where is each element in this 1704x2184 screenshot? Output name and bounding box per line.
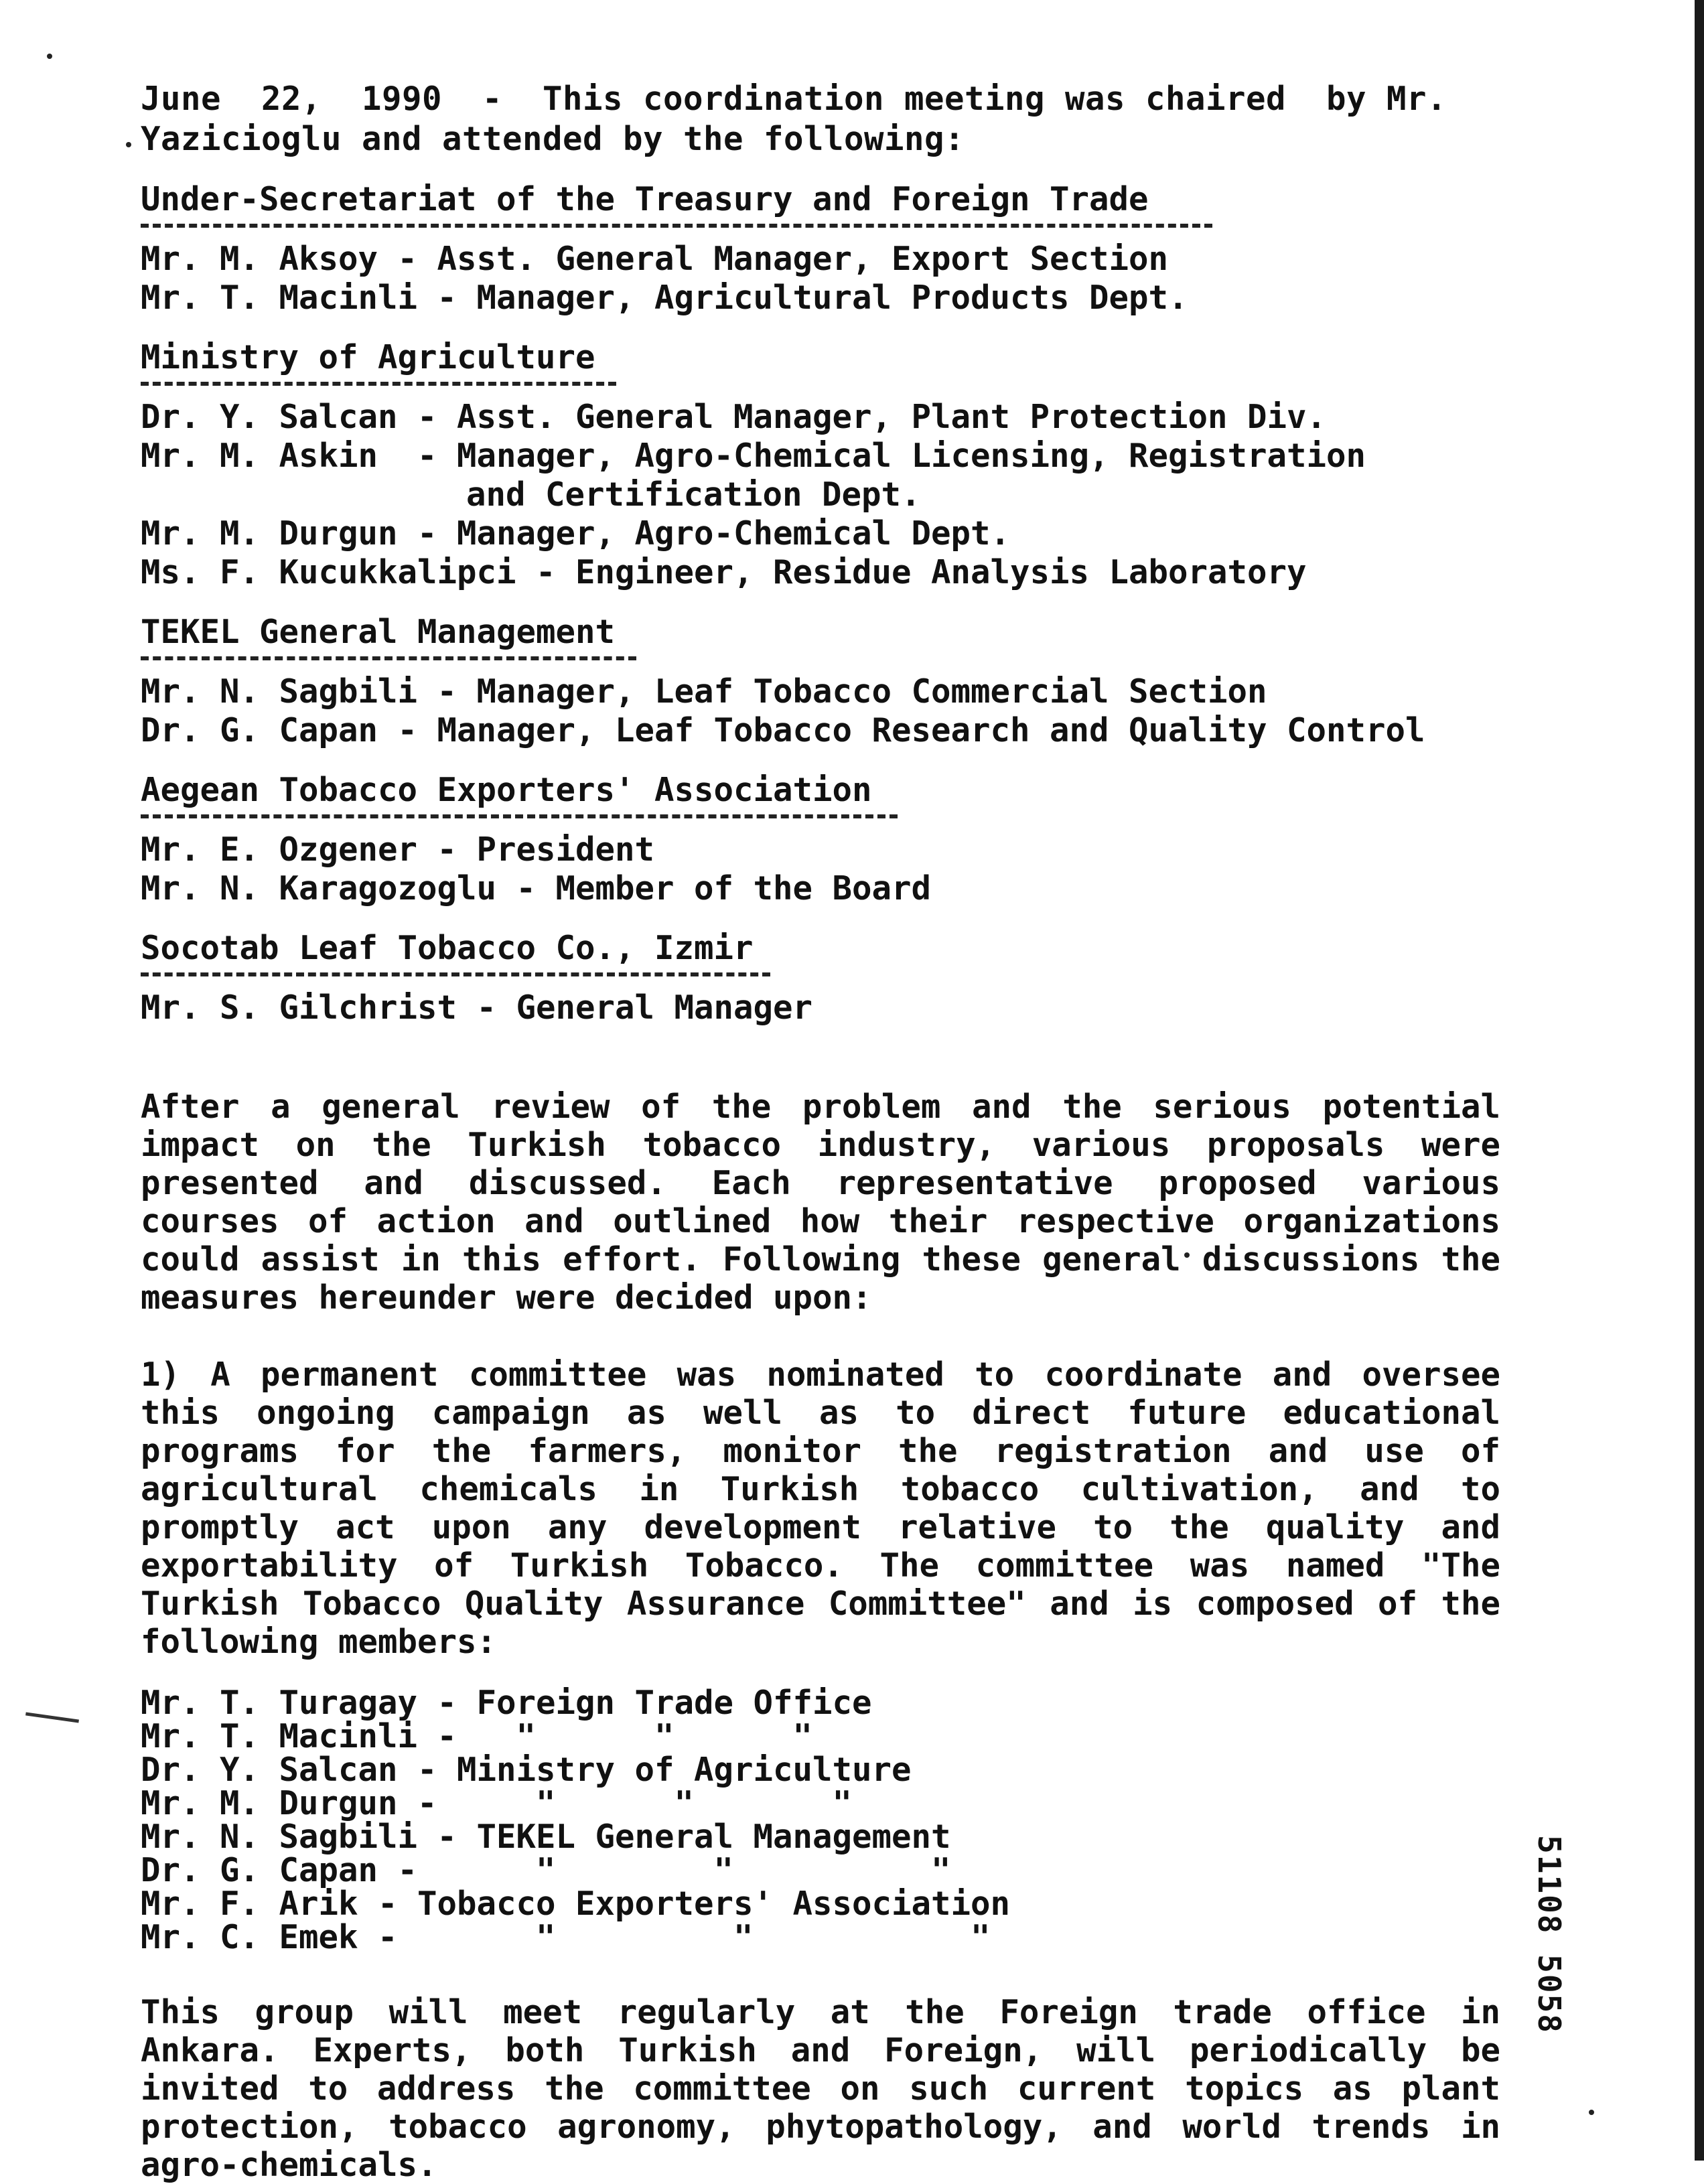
committee-member: Dr. Y. Salcan - Ministry of Agriculture (141, 1751, 912, 1789)
attendee-line: Mr. N. Karagozoglu - Member of the Board (141, 869, 932, 907)
scan-edge (1695, 0, 1704, 2161)
measure-1-paragraph: 1) A permanent committee was nominated to coordinate and oversee this ongoing campaign as well as to direct future educational programs for the farmers, monitor the registration and use of agricultural chemicals in Turkish tobacco cultivation, and to promptly act upon any development relative to the quality and exportability of Turkish Tobacco. The committee was named "The Turkish Tobacco Quality Assurance Committee" and is composed of the following members: (141, 1356, 1500, 1661)
dashed-underline (141, 814, 898, 818)
committee-member: Mr. T. Turagay - Foreign Trade Office (141, 1684, 872, 1722)
section-heading: TEKEL General Management (141, 613, 616, 651)
dashed-underline (141, 224, 1212, 228)
attendee-sections (141, 179, 1500, 1027)
committee-member: Dr. G. Capan - " " " (141, 1851, 951, 1889)
attendee-line: Mr. S. Gilchrist - General Manager (141, 989, 813, 1027)
scan-speck (126, 142, 131, 147)
document-number: 51108 5058 (1531, 1835, 1567, 2034)
committee-member: Mr. N. Sagbili - TEKEL General Management (141, 1818, 951, 1856)
attendee-line: Mr. E. Ozgener - President (141, 830, 655, 869)
attendee-line: Mr. M. Askin - Manager, Agro-Chemical Licensing, Registration (141, 437, 1366, 475)
review-paragraph: After a general review of the problem and the serious potential impact on the Turkish tobacco industry, various proposals were presented and discussed. Each representative proposed various courses of action and outlined how their respective organizations could assist in this effort. Following these general discussions the measures hereunder were decided upon: (141, 1088, 1500, 1317)
document-body (141, 79, 1500, 2184)
attendee-line: Mr. M. Durgun - Manager, Agro-Chemical Dept. (141, 514, 1011, 553)
committee-member: Mr. C. Emek - " " " (141, 1918, 991, 1956)
dashed-underline (141, 382, 616, 386)
scan-mark (25, 1712, 79, 1723)
intro-line-2: Yazicioglu and attended by the following: (141, 120, 965, 158)
attendee-line: Mr. T. Macinli - Manager, Agricultural Products Dept. (141, 279, 1188, 317)
section-heading: Socotab Leaf Tobacco Co., Izmir (141, 929, 754, 967)
committee-member-list (141, 1686, 1500, 1954)
committee-member: Mr. T. Macinli - " " " (141, 1717, 813, 1755)
section-heading: Under-Secretariat of the Treasury and Foreign Trade (141, 180, 1149, 218)
closing-paragraph: This group will meet regularly at the Foreign trade office in Ankara. Experts, both Turkish and Foreign, will periodically be invited to address the committee on such current topics as plant protection, tobacco agronomy, phytopathology, and world trends in agro-chemicals. (141, 1993, 1500, 2184)
committee-member: Mr. M. Durgun - " " " (141, 1784, 853, 1822)
attendee-line: Dr. G. Capan - Manager, Leaf Tobacco Research and Quality Control (141, 711, 1425, 749)
attendee-line: Dr. Y. Salcan - Asst. General Manager, Plant Protection Div. (141, 398, 1327, 436)
attendee-line: Ms. F. Kucukkalipci - Engineer, Residue Analysis Laboratory (141, 553, 1307, 591)
scan-speck (1589, 2110, 1594, 2115)
attendee-line: Mr. N. Sagbili - Manager, Leaf Tobacco Commercial Section (141, 672, 1267, 711)
section-heading: Ministry of Agriculture (141, 338, 595, 376)
scan-speck (47, 54, 52, 59)
intro-line-1: June 22, 1990 - This coordination meeting was chaired by Mr. (141, 80, 1447, 118)
dashed-underline (141, 656, 636, 660)
dashed-underline (141, 972, 770, 976)
attendee-line: Mr. M. Aksoy - Asst. General Manager, Export Section (141, 240, 1169, 278)
section-heading: Aegean Tobacco Exporters' Association (141, 771, 872, 809)
committee-member: Mr. F. Arik - Tobacco Exporters' Association (141, 1885, 1011, 1923)
attendee-line-continued: and Certification Dept. (466, 476, 921, 514)
